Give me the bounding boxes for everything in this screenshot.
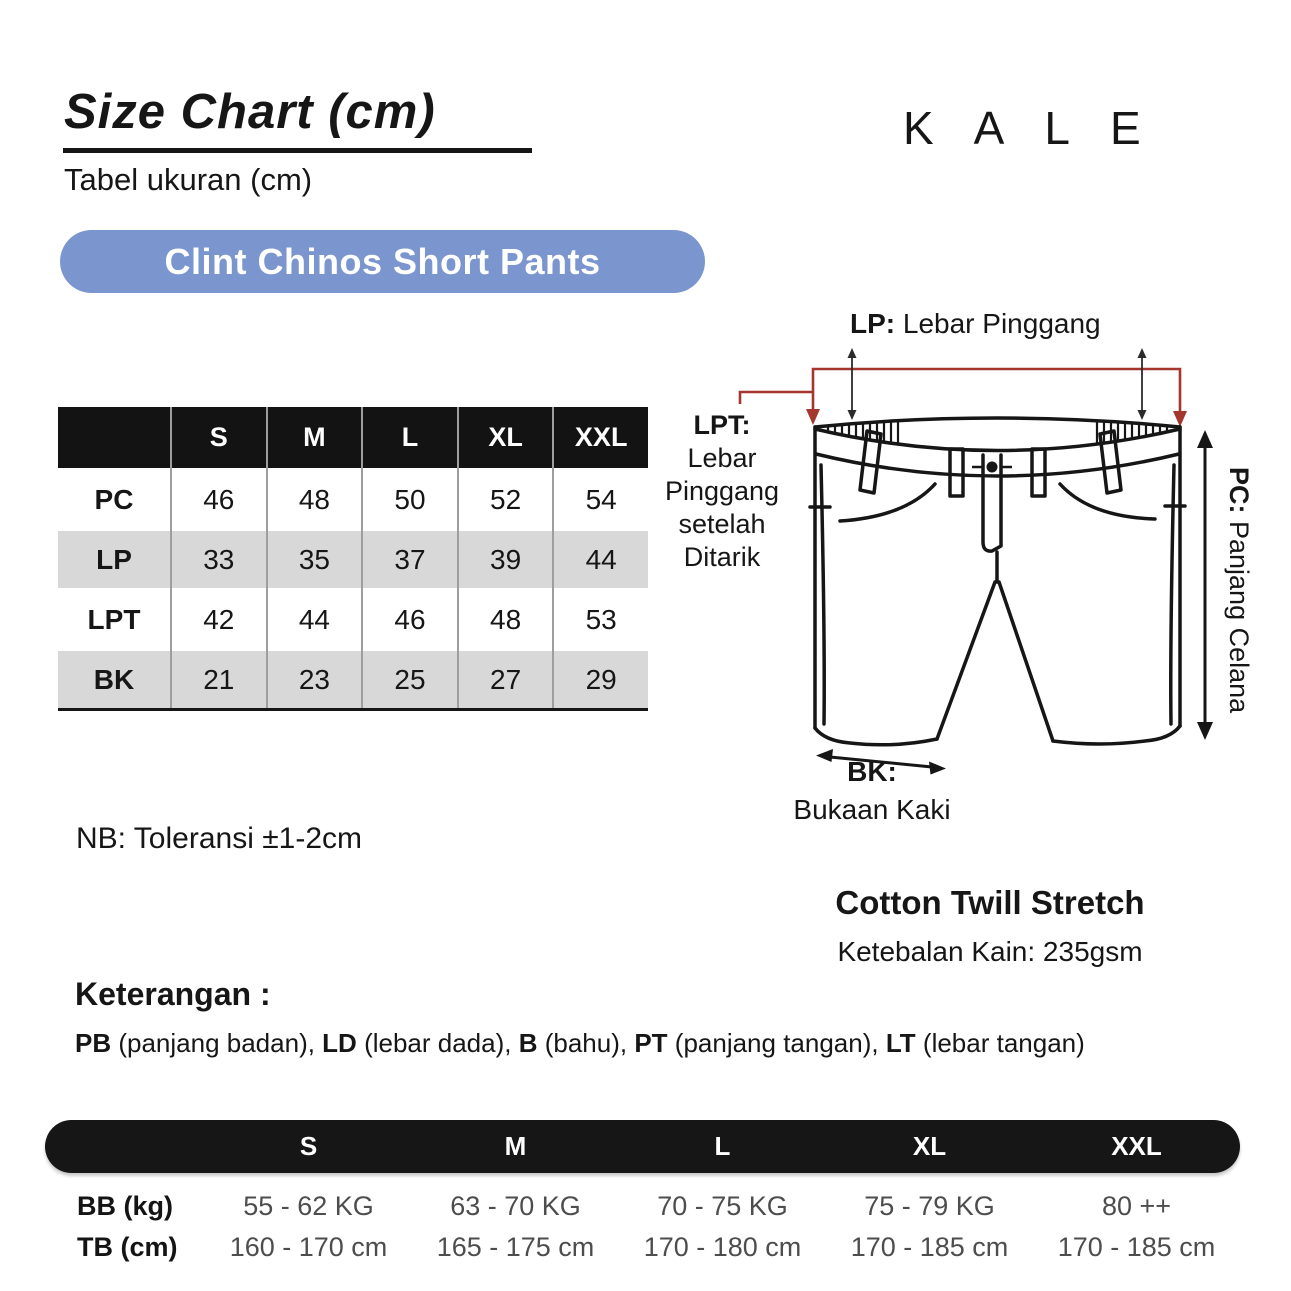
size-table-header-row xyxy=(58,407,648,468)
legend-line xyxy=(75,1028,1085,1059)
fabric-thickness: Ketebalan Kain: 235gsm xyxy=(837,936,1143,967)
table-cell: 33 xyxy=(170,531,266,588)
tolerance-note: NB: Toleransi ±1-2cm xyxy=(76,822,363,855)
legend-abbr: PB xyxy=(75,1028,112,1058)
table-cell: 46 xyxy=(170,468,266,531)
lpt-line: setelah xyxy=(678,509,766,539)
row-label: PC xyxy=(94,483,134,515)
legend-text: (lebar tangan) xyxy=(915,1028,1085,1058)
fit-table-corner-cell xyxy=(45,1120,205,1173)
fit-table-body xyxy=(45,1186,1240,1268)
size-col-header: S xyxy=(170,407,266,468)
table-cell: 48 xyxy=(266,468,362,531)
title-underline xyxy=(63,148,532,153)
lpt-line: Lebar xyxy=(687,443,757,473)
bk-abbr: BK: xyxy=(847,756,897,787)
size-col-header: M xyxy=(266,407,362,468)
legend-abbr: LT xyxy=(885,1028,916,1058)
table-cell: 42 xyxy=(170,588,266,651)
legend-text: (panjang badan), xyxy=(111,1028,323,1058)
table-cell: 170 - 185 cm xyxy=(850,1232,1009,1262)
page-title: Size Chart (cm) xyxy=(64,85,436,139)
lpt-line: Pinggang xyxy=(664,476,780,506)
lpt-line: Ditarik xyxy=(683,542,761,572)
table-cell: 25 xyxy=(361,651,457,708)
pc-abbr: PC: xyxy=(1224,467,1254,514)
table-cell: 27 xyxy=(457,651,553,708)
size-col-header: XXL xyxy=(552,407,648,468)
lp-annotation xyxy=(850,308,1101,340)
fit-col-header: L xyxy=(714,1131,731,1161)
table-cell: 75 - 79 KG xyxy=(864,1191,995,1221)
table-cell: 50 xyxy=(361,468,457,531)
table-cell: 21 xyxy=(170,651,266,708)
table-cell: 54 xyxy=(552,468,648,531)
row-label: BK xyxy=(93,663,135,695)
table-cell: 37 xyxy=(361,531,457,588)
bk-annotation xyxy=(768,756,976,826)
size-col-header: L xyxy=(361,407,457,468)
fit-col-header: M xyxy=(504,1131,527,1161)
legend-text: (lebar dada), xyxy=(356,1028,519,1058)
lp-measure-arrowheads xyxy=(848,348,1147,420)
table-cell: 52 xyxy=(457,468,553,531)
legend-abbr: LD xyxy=(322,1028,357,1058)
page-subtitle: Tabel ukuran (cm) xyxy=(64,162,313,197)
table-cell: 170 - 185 cm xyxy=(1057,1232,1216,1262)
table-cell: 170 - 180 cm xyxy=(643,1232,802,1262)
shorts-outline xyxy=(810,418,1185,745)
brand-logo: KALE xyxy=(903,102,1181,154)
table-cell: 70 - 75 KG xyxy=(657,1191,788,1221)
table-cell: 55 - 62 KG xyxy=(243,1191,374,1221)
table-cell: 23 xyxy=(266,651,362,708)
fit-col-header: S xyxy=(299,1131,318,1161)
table-cell: 39 xyxy=(457,531,553,588)
legend-abbr: PT xyxy=(634,1028,668,1058)
lp-abbr: LP: xyxy=(850,308,896,339)
fit-table-header xyxy=(45,1120,1240,1173)
table-row xyxy=(45,1186,1240,1227)
pc-text: Panjang Celana xyxy=(1224,513,1254,714)
fly-button xyxy=(987,462,998,473)
lp-text: Lebar Pinggang xyxy=(895,308,1101,339)
lpt-measure-line xyxy=(740,369,1180,413)
size-table-corner-cell xyxy=(58,407,170,468)
bk-text: Bukaan Kaki xyxy=(793,794,951,825)
table-cell: 46 xyxy=(361,588,457,651)
row-label: LP xyxy=(96,543,132,575)
lpt-annotation xyxy=(662,409,782,574)
row-label: BB (kg) xyxy=(77,1191,173,1221)
legend-text: (panjang tangan), xyxy=(667,1028,886,1058)
row-label: TB (cm) xyxy=(77,1232,178,1262)
table-row xyxy=(58,588,648,651)
table-cell: 80 ++ xyxy=(1101,1191,1172,1221)
fit-col-header: XL xyxy=(912,1131,947,1161)
table-cell: 53 xyxy=(552,588,648,651)
product-name-badge xyxy=(60,230,705,293)
table-cell: 35 xyxy=(266,531,362,588)
size-table xyxy=(58,407,648,711)
size-col-header: XL xyxy=(457,407,553,468)
row-label: LPT xyxy=(87,603,141,635)
product-name-label: Clint Chinos Short Pants xyxy=(164,240,601,282)
legend-abbr: B xyxy=(518,1028,538,1058)
legend-heading: Keterangan : xyxy=(75,976,271,1012)
lp-measure-line xyxy=(852,353,1142,415)
table-cell: 63 - 70 KG xyxy=(450,1191,581,1221)
table-cell: 29 xyxy=(552,651,648,708)
fabric-info xyxy=(740,884,1240,968)
table-cell: 165 - 175 cm xyxy=(436,1232,595,1262)
table-row xyxy=(58,468,648,531)
table-row xyxy=(58,531,648,588)
table-cell: 48 xyxy=(457,588,553,651)
lpt-abbr: LPT: xyxy=(693,410,751,440)
pc-annotation xyxy=(1223,467,1254,713)
table-row xyxy=(45,1227,1240,1268)
fit-col-header: XXL xyxy=(1111,1131,1162,1161)
table-cell: 44 xyxy=(266,588,362,651)
table-row xyxy=(58,651,648,708)
fabric-name: Cotton Twill Stretch xyxy=(835,884,1145,921)
legend-text: (bahu), xyxy=(537,1028,635,1058)
table-cell: 160 - 170 cm xyxy=(229,1232,388,1262)
table-cell: 44 xyxy=(552,531,648,588)
